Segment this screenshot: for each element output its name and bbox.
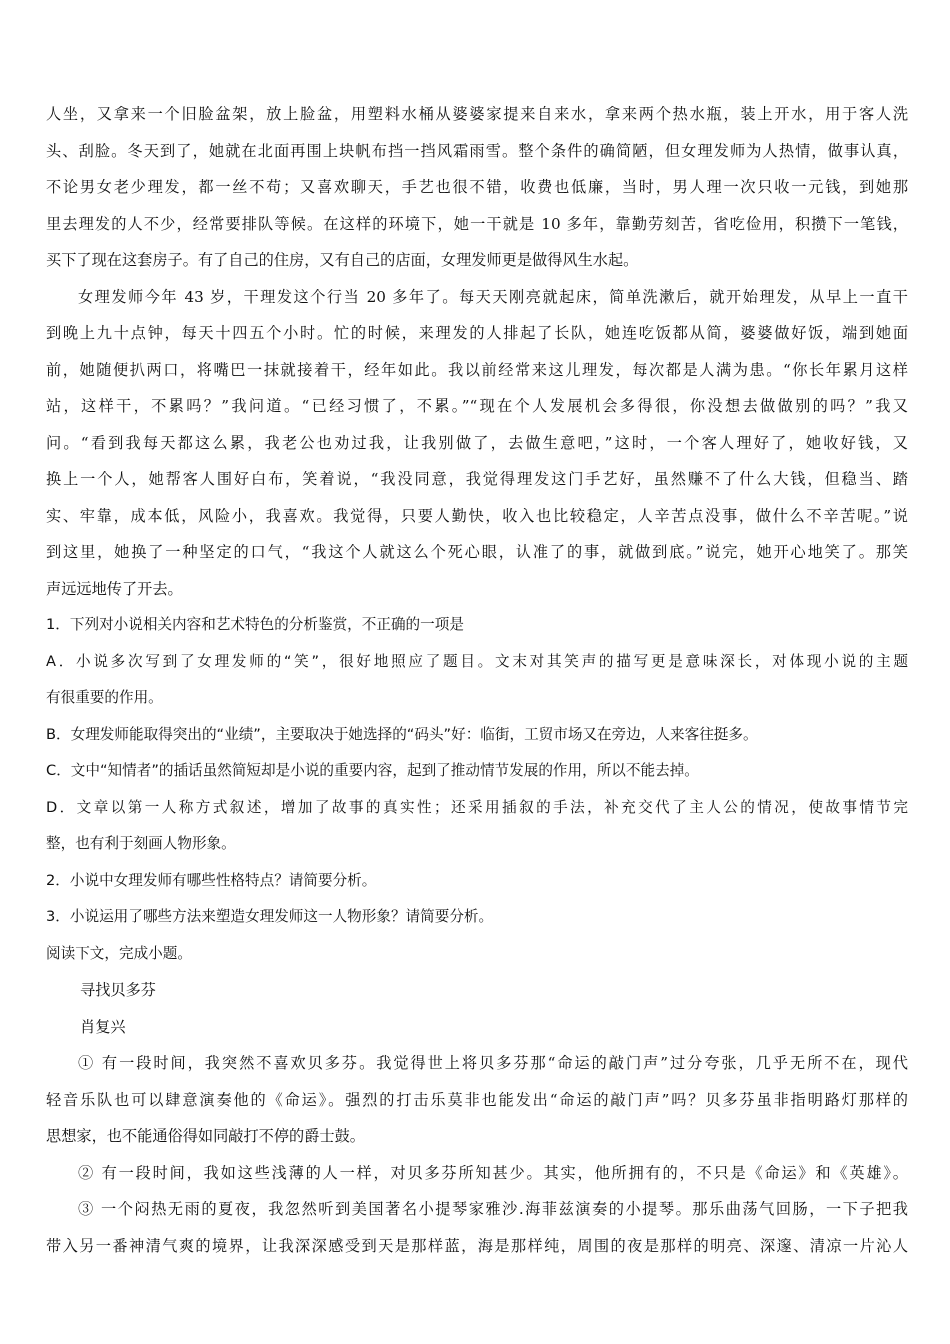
question-2: 2．小说中女理发师有哪些性格特点？请简要分析。 bbox=[46, 871, 377, 889]
text-line: 声远远地传了开去。 bbox=[46, 579, 183, 598]
document-page bbox=[46, 96, 908, 1264]
text-line: 头、刮脸。冬天到了，她就在北面再围上块帆布挡一挡风霜雨雪。整个条件的确简陋，但女理发师为人热情，做事认真， bbox=[46, 141, 908, 160]
text-line: 人坐，又拿来一个旧脸盆架，放上脸盆，用塑料水桶从婆婆家提来自来水，拿来两个热水瓶，装上开水，用于客人洗 bbox=[46, 105, 908, 123]
text-line: ③ 一个闷热无雨的夏夜，我忽然听到美国著名小提琴家雅沙.海菲兹演奏的小提琴。那乐曲荡气回肠，一下子把我 bbox=[78, 1200, 908, 1218]
option-d-continued: 整，也有利于刻画人物形象。 bbox=[46, 835, 236, 852]
question-3: 3．小说运用了哪些方法来塑造女理发师这一人物形象？请简要分析。 bbox=[46, 908, 494, 925]
text-line: 里去理发的人不少，经常要排队等候。在这样的环境下，她一干就是 10 多年，靠勤劳刻苦，省吃俭用，积攒下一笔钱， bbox=[46, 214, 908, 233]
option-b: B．女理发师能取得突出的“业绩”，主要取决于她选择的“码头”好：临街，工贸市场又在旁边，人来客往挺多。 bbox=[46, 725, 758, 743]
question-1-stem: 1．下列对小说相关内容和艺术特色的分析鉴赏，不正确的一项是 bbox=[46, 616, 464, 633]
option-a: A．小说多次写到了女理发师的“笑”，很好地照应了题目。文末对其笑声的描写更是意味深长，对体现小说的主题 bbox=[46, 652, 908, 670]
text-line: 到晚上九十点钟，每天十四五个小时。忙的时候，来理发的人排起了长队，她连吃饭都从简，婆婆做好饭，端到她面 bbox=[46, 324, 908, 342]
reading-instruction: 阅读下文，完成小题。 bbox=[46, 944, 192, 962]
text-line: 前，她随便扒两口，将嘴巴一抹就接着干，经年如此。我以前经常来这儿理发，每次都是人满为患。“你长年累月这样 bbox=[46, 360, 908, 379]
option-a-continued: 有很重要的作用。 bbox=[46, 689, 163, 706]
text-line: 到这里，她换了一种坚定的口气，“我这个人就这么个死心眼，认准了的事，就做到底。”说完，她开心地笑了。那笑 bbox=[46, 543, 908, 561]
passage-title: 寻找贝多芬 bbox=[80, 981, 156, 999]
text-line: 女理发师今年 43 岁，干理发这个行当 20 多年了。每天天刚亮就起床，简单洗漱后，就开始理发，从早上一直干 bbox=[78, 287, 908, 306]
text-line: 思想家，也不能通俗得如同敲打不停的爵士鼓。 bbox=[46, 1127, 365, 1145]
text-line: 不论男女老少理发，都一丝不苟；又喜欢聊天，手艺也很不错，收费也低廉，当时，男人理一次只收一元钱，到她那 bbox=[46, 178, 908, 196]
text-line: 换上一个人，她帮客人围好白布，笑着说，“我没同意，我觉得理发这门手艺好，虽然赚不了什么大钱，但稳当、踏 bbox=[46, 470, 908, 488]
text-line: ② 有一段时间，我如这些浅薄的人一样，对贝多芬所知甚少。其实，他所拥有的，不只是《命运》和《英雄》。 bbox=[78, 1163, 908, 1182]
text-line: 轻音乐队也可以肆意演奏他的《命运》。强烈的打击乐莫非也能发出“命运的敲门声”吗？贝多芬虽非指明路灯那样的 bbox=[46, 1090, 908, 1109]
text-line: 买下了现在这套房子。有了自己的住房，又有自己的店面，女理发师更是做得风生水起。 bbox=[46, 251, 639, 269]
text-line: 站，这样干，不累吗？”我问道。“已经习惯了，不累。”“现在个人发展机会多得很，你没想去做做别的吗？”我又 bbox=[46, 397, 908, 415]
option-c: C．文中“知情者”的插话虽然简短却是小说的重要内容，起到了推动情节发展的作用，所以不能去掉。 bbox=[46, 762, 699, 779]
text-line: 实、牢靠，成本低，风险小，我喜欢。我觉得，只要人勤快，收入也比较稳定，人辛苦点没事，做什么不辛苦呢。”说 bbox=[46, 506, 908, 525]
text-line: 问。“看到我每天都这么累，我老公也劝过我，让我别做了，去做生意吧，”这时，一个客人理好了，她收好钱，又 bbox=[46, 433, 908, 452]
passage-author: 肖复兴 bbox=[80, 1017, 126, 1036]
question-block bbox=[46, 607, 908, 972]
option-d: D．文章以第一人称方式叙述，增加了故事的真实性；还采用插叙的手法，补充交代了主人公的情况，使故事情节完 bbox=[46, 798, 908, 816]
text-line: ① 有一段时间，我突然不喜欢贝多芬。我觉得世上将贝多芬那“命运的敲门声”过分夸张，几乎无所不在，现代 bbox=[78, 1054, 908, 1072]
passage-two bbox=[46, 972, 908, 1264]
passage-one bbox=[46, 96, 908, 607]
text-line: 带入另一番神清气爽的境界，让我深深感受到天是那样蓝，海是那样纯，周围的夜是那样的明亮、深邃、清凉一片沁人 bbox=[46, 1236, 908, 1255]
